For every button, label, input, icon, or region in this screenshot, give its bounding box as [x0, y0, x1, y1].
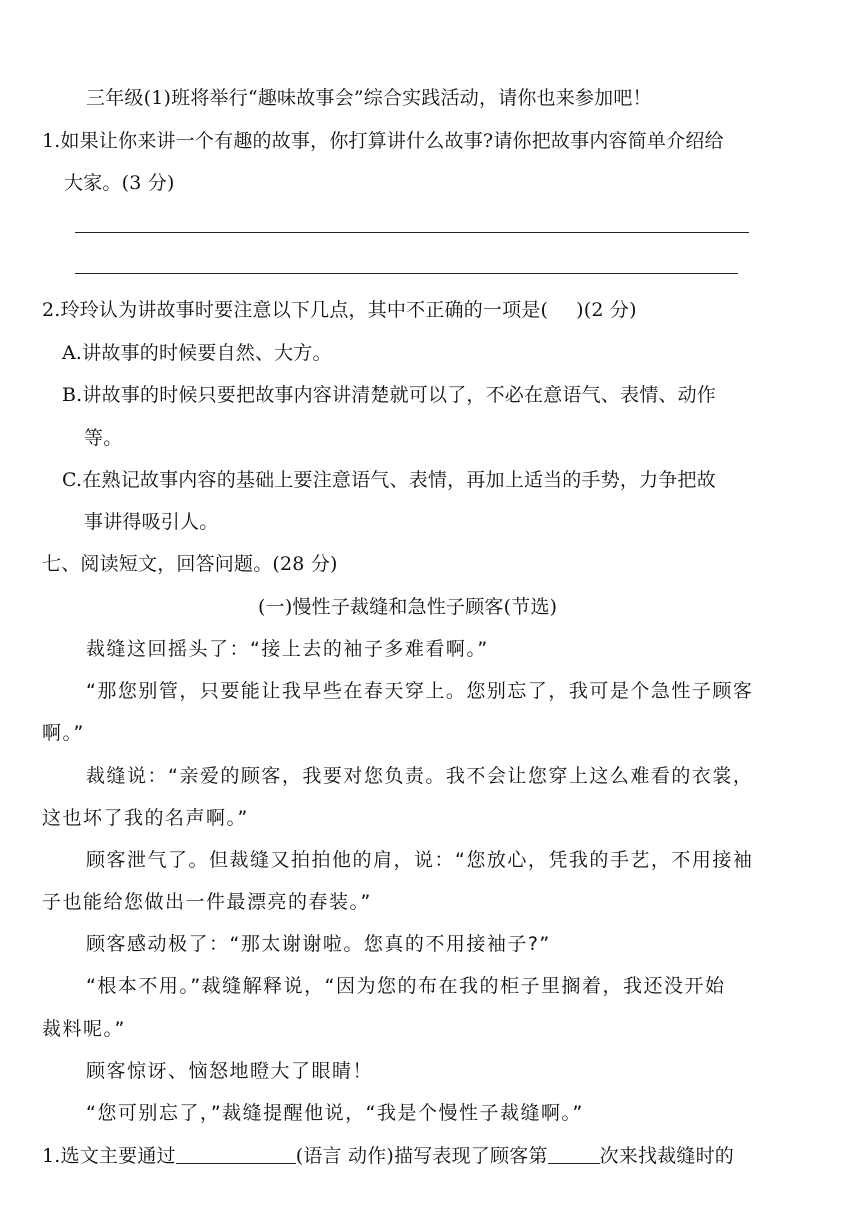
option-a: A.讲故事的时候要自然、大方。 [62, 342, 332, 364]
reading-question-1-part-1: 1.选文主要通过 [42, 1145, 176, 1167]
reading-question-1 [42, 1143, 734, 1169]
passage-paragraph-2-line-1: “那您别管，只要能让我早些在春天穿上。您别忘了，我可是个急性子顾客 [86, 680, 754, 702]
reading-question-1-part-2: (语言 动作)描写表现了顾客第 [295, 1145, 548, 1167]
passage-title: (一)慢性子裁缝和急性子顾客(节选) [258, 596, 558, 618]
option-b-line-2: 等。 [84, 427, 123, 449]
option-c-line-2: 事讲得吸引人。 [84, 511, 219, 533]
passage-paragraph-3-line-2: 这也坏了我的名声啊。” [42, 807, 249, 829]
section-7-heading: 七、阅读短文，回答问题。(28 分) [42, 553, 338, 575]
intro-text: 三年级(1)班将举行“趣味故事会”综合实践活动，请你也来参加吧！ [86, 87, 652, 109]
answer-line-2[interactable] [75, 273, 738, 274]
answer-line-1[interactable] [75, 232, 749, 233]
passage-paragraph-6-line-1: “根本不用。”裁缝解释说，“因为您的布在我的柜子里搁着，我还没开始 [86, 975, 726, 997]
passage-paragraph-8: “您可别忘了，”裁缝提醒他说，“我是个慢性子裁缝啊。” [86, 1102, 584, 1124]
question-1-line-2: 大家。(3 分) [64, 172, 175, 194]
question-1-line-1: 1.如果让你来讲一个有趣的故事，你打算讲什么故事?请你把故事内容简单介绍给 [42, 130, 724, 152]
passage-paragraph-3-line-1: 裁缝说：“亲爱的顾客，我要对您负责。我不会让您穿上这么难看的衣裳， [86, 765, 754, 787]
question-2-stem [42, 297, 637, 323]
passage-paragraph-4-line-1: 顾客泄气了。但裁缝又拍拍他的肩，说：“您放心，凭我的手艺，不用接袖 [86, 849, 754, 871]
option-c-line-1: C.在熟记故事内容的基础上要注意语气、表情，再加上适当的手势，力争把故 [62, 469, 716, 491]
passage-paragraph-4-line-2: 子也能给您做出一件最漂亮的春装。” [42, 891, 372, 913]
passage-paragraph-5: 顾客感动极了：“那太谢谢啦。您真的不用接袖子?” [86, 933, 551, 955]
fill-blank-visit-number[interactable] [548, 1143, 600, 1164]
passage-paragraph-2-line-2: 啊。” [42, 722, 85, 744]
passage-paragraph-7: 顾客惊讶、恼怒地瞪大了眼睛！ [86, 1060, 374, 1082]
passage-paragraph-1: 裁缝这回摇头了：“接上去的袖子多难看啊。” [86, 638, 489, 660]
option-b-line-1: B.讲故事的时候只要把故事内容讲清楚就可以了，不必在意语气、表情、动作 [62, 384, 717, 406]
fill-blank-method[interactable] [176, 1143, 296, 1164]
question-2-stem-before: 2.玲玲认为讲故事时要注意以下几点，其中不正确的一项是( [42, 299, 549, 321]
reading-question-1-part-3: 次来找裁缝时的 [599, 1145, 735, 1167]
question-2-stem-after: )(2 分) [576, 299, 637, 321]
passage-paragraph-6-line-2: 裁料呢。” [42, 1018, 126, 1040]
